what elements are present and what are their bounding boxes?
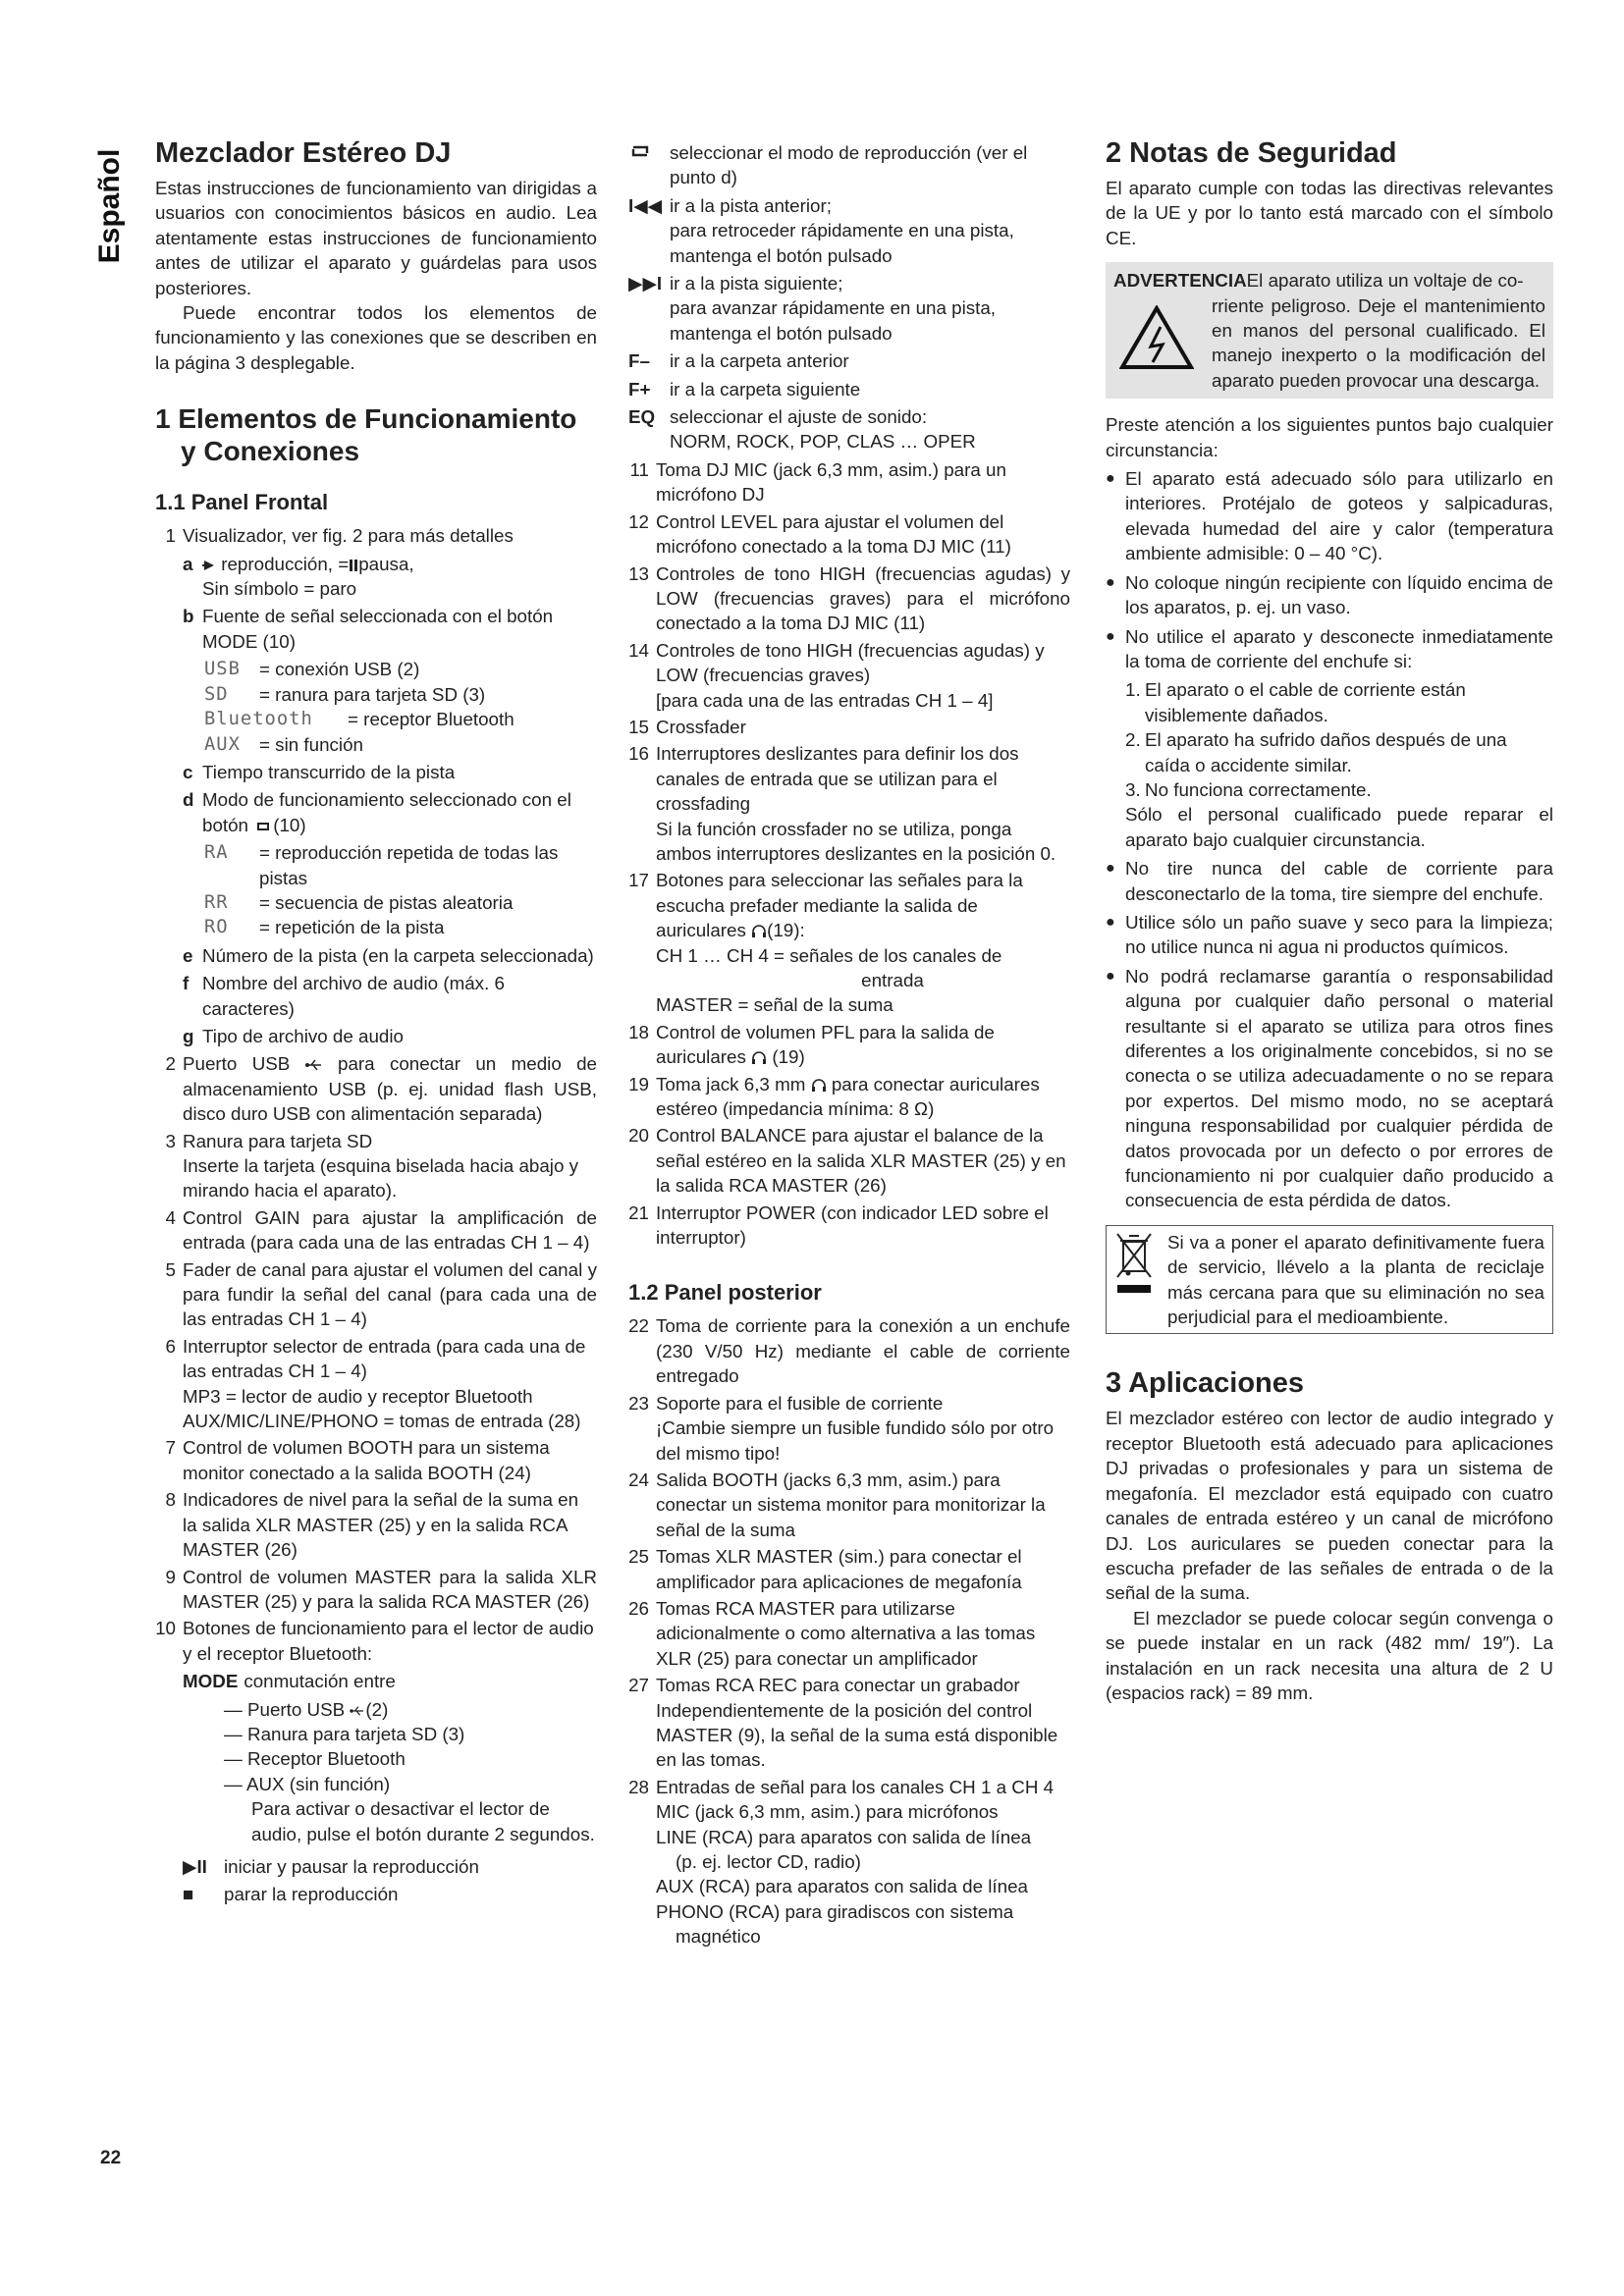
repeat-icon (628, 143, 652, 159)
warning-text: rriente peligroso. Deje el mantenimiento en manos del personal cualificado. El manejo inexperto o la modificación del aparato pueden provocar una descarga. (1212, 294, 1545, 391)
item-19: 19 Toma jack 6,3 mm para conectar auriculares estéreo (impedancia mínima: 8 Ω) (628, 1073, 1040, 1120)
item-4: 4 Control GAIN para ajustar la amplificación de entrada (para cada una de las entradas CH 1 – 4) (165, 1206, 597, 1254)
warning-box: ADVERTENCIAEl aparato utiliza un voltaje de co- rriente peligroso. Deje el mantenimiento en manos del personal cualificado. El manejo inexperto o la modificación del aparato pueden provocar una descarga. (1106, 262, 1553, 399)
item-8: 8 Indicadores de nivel para la señal de la suma en la salida XLR MASTER (25) y en la salida RCA MASTER (26) (165, 1489, 579, 1561)
mode-option-usb: — Puerto USB (2) (224, 1698, 389, 1720)
key-folder-next: F+ ir a la carpeta siguiente (628, 378, 861, 400)
item-18: 18 Control de volumen PFL para la salida de auriculares (19) (628, 1021, 995, 1068)
item-25: 25 Tomas XLR MASTER (sim.) para conectar el amplificador para aplicaciones de megafonía (628, 1546, 1022, 1592)
mode-option-bluetooth: — Receptor Bluetooth (224, 1748, 406, 1770)
pause-icon (349, 559, 358, 572)
item-16: 16 Interruptores deslizantes para definir los dos canales de entrada que se utilizan para el crossfading Si la función crossfader no se utiliza, ponga ambos interruptores deslizantes en la posición 0. (628, 743, 1056, 864)
key-folder-prev: F– ir a la carpeta anterior (628, 350, 849, 372)
code-rr: RR = secuencia de pistas aleatoria (204, 891, 514, 913)
item-12: 12 Control LEVEL para ajustar el volumen del micrófono conectado a la toma DJ MIC (11) (628, 510, 1011, 558)
column-left (155, 137, 597, 1910)
item-6: 6 Interruptor selector de entrada (para cada una de las entradas CH 1 – 4) MP3 = lector de audio y receptor Bluetooth AUX/MIC/LINE/PHONO = tomas de entrada (28) (165, 1335, 586, 1432)
section-1-heading: 1 Elementos de Funcionamiento y Conexiones (155, 403, 577, 467)
item-1e: e Número de la pista (en la carpeta seleccionada) (183, 944, 594, 966)
section-2-heading: 2 Notas de Seguridad (1106, 137, 1397, 169)
usb-icon (350, 1705, 365, 1717)
code-ra: RA = reproducción repetida de todas las pistas (204, 842, 559, 888)
item-15: 15 Crossfader (628, 716, 746, 737)
key-play-pause: ▶II iniciar y pausar la reproducción (183, 1855, 479, 1877)
key-repeat: seleccionar el modo de reproducción (ver el punto d) (628, 140, 1070, 190)
item-2: 2 Puerto USB para conectar un medio de almacenamiento USB (p. ej. unidad flash USB, disco duro USB con alimentación separada) (165, 1053, 598, 1125)
attention-paragraph: Preste atención a los siguientes puntos bajo cualquier circunstancia: (1106, 414, 1553, 460)
code-bluetooth: Bluetooth = receptor Bluetooth (204, 709, 514, 730)
crossed-bin-icon (1114, 1230, 1154, 1299)
sub-item: 1. El aparato o el cable de corriente están visiblemente dañados. (1125, 679, 1466, 725)
column-middle (628, 137, 1070, 1951)
item-17: 17 Botones para seleccionar las señales para la escucha prefader mediante la salida de auriculares (19): CH 1 … CH 4 = señales de los canales de entrada MASTER = señal de la suma (628, 870, 1023, 1016)
disposal-text: Si va a poner el aparato definitivamente fuera de servicio, llévelo a la planta de reciclaje más cercana para que su eliminación no sea perjudicial para el medioambiente. (1167, 1231, 1544, 1328)
code-aux: AUX = sin función (204, 733, 363, 755)
item-21: 21 Interruptor POWER (con indicador LED sobre el interruptor) (628, 1201, 1049, 1249)
item-1d: d Modo de funcionamiento seleccionado con el botón (10) (183, 789, 571, 835)
item-5: 5 Fader de canal para ajustar el volumen del canal y para fundir la señal del canal (para cada una de las entradas CH 1 – 4) (165, 1258, 597, 1330)
item-22: 22 Toma de corriente para la conexión a un enchufe (230 V/50 Hz) mediante el cable de corriente entregado (628, 1315, 1070, 1387)
repeat-icon (253, 820, 273, 833)
safety-bullet: ● El aparato está adecuado sólo para utilizarlo en interiores. Protéjalo de goteos y salpicaduras, elevada humedad del aire y calor (temperatura ambiente admisible: 0 – 40 °C). (1106, 468, 1553, 564)
language-tab: Español (93, 148, 126, 264)
warning-label: ADVERTENCIA (1113, 270, 1247, 292)
play-arrow-icon (202, 559, 216, 572)
item-10: 10 Botones de funcionamiento para el lector de audio y el receptor Bluetooth: (155, 1618, 594, 1664)
mode-note: Para activar o desactivar el lector de audio, pulse el botón durante 2 segundos. (251, 1798, 595, 1844)
item-7: 7 Control de volumen BOOTH para un sistema monitor conectado a la salida BOOTH (24) (165, 1437, 550, 1483)
item-23: 23 Soporte para el fusible de corriente ¡Cambie siempre un fusible fundido sólo por otro del mismo tipo! (628, 1392, 1055, 1464)
disposal-box (1106, 1225, 1553, 1335)
page-number: 22 (100, 2148, 122, 2168)
item-27: 27 Tomas RCA REC para conectar un grabador Independientemente de la posición del control MASTER (9), la señal de la suma está disponible en las tomas. (628, 1675, 1058, 1771)
section-2-intro: El aparato cumple con todas las directivas relevantes de la UE y por lo tanto está marcado con el símbolo CE. (1106, 178, 1553, 248)
safety-bullet: ● No utilice el aparato y desconecte inmediatamente la toma de corriente del enchufe si: (1106, 625, 1553, 671)
sub-item: 2. El aparato ha sufrido daños después de una caída o accidente similar. (1125, 729, 1507, 775)
item-13: 13 Controles de tono HIGH (frecuencias agudas) y LOW (frecuencias graves) para el micrófono conectado a la toma DJ MIC (11) (628, 562, 1070, 634)
item-1a: a reproducción, = pausa, Sin símbolo = paro (183, 553, 414, 600)
mode-option-sd: — Ranura para tarjeta SD (3) (224, 1723, 465, 1744)
item-1c: c Tiempo transcurrido de la pista (183, 761, 456, 782)
sub-item: 3. No funciona correctamente. (1125, 778, 1372, 800)
intro-paragraph: Estas instrucciones de funcionamiento van dirigidas a usuarios con conocimientos básicos en audio. Lea atentamente estas instrucciones de funcionamiento antes de utilizar el aparato y guárdelas para usos posteriores. (155, 178, 597, 298)
item-3: 3 Ranura para tarjeta SD Inserte la tarjeta (esquina biselada hacia abajo y mirando hacia el aparato). (165, 1130, 579, 1201)
safety-bullet: ● No coloque ningún recipiente con líquido encima de los aparatos, p. ej. un vaso. (1106, 571, 1553, 618)
applications-paragraph: El mezclador estéreo con lector de audio integrado y receptor Bluetooth está adecuado para aplicaciones DJ privadas o profesionales y para un sistema de megafonía. El mezclador está equipado con cuatro canales de entrada estéreo y un canal de micrófono DJ. Los auriculares se pueden conectar para la escucha prefader de las señales de entrada o de la señal de la suma. (1106, 1408, 1553, 1604)
key-next: ▶▶I ir a la pista siguiente; para avanzar rápidamente en una pista, mantenga el botón pulsado (628, 273, 997, 344)
code-usb: USB = conexión USB (2) (204, 659, 420, 680)
item-24: 24 Salida BOOTH (jacks 6,3 mm, asim.) para conectar un sistema monitor para monitorizar la señal de la suma (628, 1468, 1046, 1540)
safety-bullet: ● No podrá reclamarse garantía o responsabilidad alguna por cualquier daño personal o material resultante si el aparato se utiliza para otros fines diferentes a los originalmente concebidos, si no se conecta o se utiliza adecuadamente o no se repara por expertos. Del mismo modo, no se aceptará ninguna responsabilidad por cualquier pérdida de datos provocada por un defecto o por errores de funcionamiento ni por cualquier daño producido a consecuencia de esta pérdida de datos. (1106, 965, 1553, 1211)
column-right (1106, 137, 1553, 1705)
item-11: 11 Toma DJ MIC (jack 6,3 mm, asim.) para un micrófono DJ (629, 458, 1006, 506)
key-stop: ■ parar la reproducción (183, 1884, 399, 1905)
item-9: 9 Control de volumen MASTER para la salida XLR MASTER (25) y para la salida RCA MASTER (26) (165, 1566, 597, 1612)
headphones-icon (751, 925, 767, 938)
item-1: 1 Visualizador, ver fig. 2 para más detalles (165, 525, 514, 547)
code-sd: SD = ranura para tarjeta SD (3) (204, 683, 486, 705)
item-1f: f Nombre del archivo de audio (máx. 6 caracteres) (183, 973, 505, 1019)
item-14: 14 Controles de tono HIGH (frecuencias agudas) y LOW (frecuencias graves) [para cada una de las entradas CH 1 – 4] (628, 639, 1045, 711)
safety-bullet: ● Utilice sólo un paño suave y seco para la limpieza; no utilice nunca ni agua ni productos químicos. (1106, 911, 1553, 958)
headphones-icon (811, 1079, 827, 1093)
service-note: Sólo el personal cualificado puede reparar el aparato bajo cualquier circunstancia. (1125, 804, 1553, 850)
section-3-heading: 3 Aplicaciones (1106, 1367, 1305, 1400)
intro-paragraph-2: Puede encontrar todos los elementos de funcionamiento y las conexiones que se describen en la página 3 desplegable. (155, 302, 597, 373)
key-previous: I◀◀ ir a la pista anterior; para retroceder rápidamente en una pista, mantenga el botón pulsado (628, 194, 1014, 266)
key-mode: MODE conmutación entre (183, 1671, 396, 1692)
item-1g: g Tipo de archivo de audio (183, 1025, 404, 1046)
item-28: 28 Entradas de señal para los canales CH 1 a CH 4 MIC (jack 6,3 mm, asim.) para micrófonos LINE (RCA) para aparatos con salida de línea (p. ej. lector CD, radio) AUX (RCA) para aparatos con salida de línea PHONO (RCA) para giradiscos con sistema magnético (628, 1776, 1055, 1948)
section-1-1-heading: 1.1 Panel Frontal (155, 490, 329, 515)
headphones-icon (751, 1051, 767, 1065)
section-1-2-heading: 1.2 Panel posterior (628, 1280, 822, 1306)
code-ro: RO = repetición de la pista (204, 917, 445, 938)
mode-option-aux: — AUX (sin función) (224, 1773, 391, 1794)
key-eq: EQ seleccionar el ajuste de sonido: NORM, ROCK, POP, CLAS … OPER (628, 406, 976, 453)
item-1b: b Fuente de señal seleccionada con el botón MODE (10) (183, 606, 554, 652)
high-voltage-warning-icon (1119, 305, 1194, 370)
safety-bullet: ● No tire nunca del cable de corriente para desconectarlo de la toma, tire siempre del enchufe. (1106, 858, 1553, 904)
applications-paragraph-2: El mezclador se puede colocar según convenga o se puede instalar en un rack (482 mm/ 19″). La instalación en un rack necesita una altura de 2 U (espacios rack) = 89 mm. (1106, 1607, 1553, 1703)
document-title: Mezclador Estéreo DJ (155, 137, 452, 169)
item-26: 26 Tomas RCA MASTER para utilizarse adicionalmente o como alternativa a las tomas XLR (25) para conectar un amplificador (628, 1597, 1036, 1669)
usb-icon (305, 1058, 323, 1072)
item-20: 20 Control BALANCE para ajustar el balance de la señal estéreo en la salida XLR MASTER (25) y en la salida RCA MASTER (26) (628, 1125, 1066, 1197)
